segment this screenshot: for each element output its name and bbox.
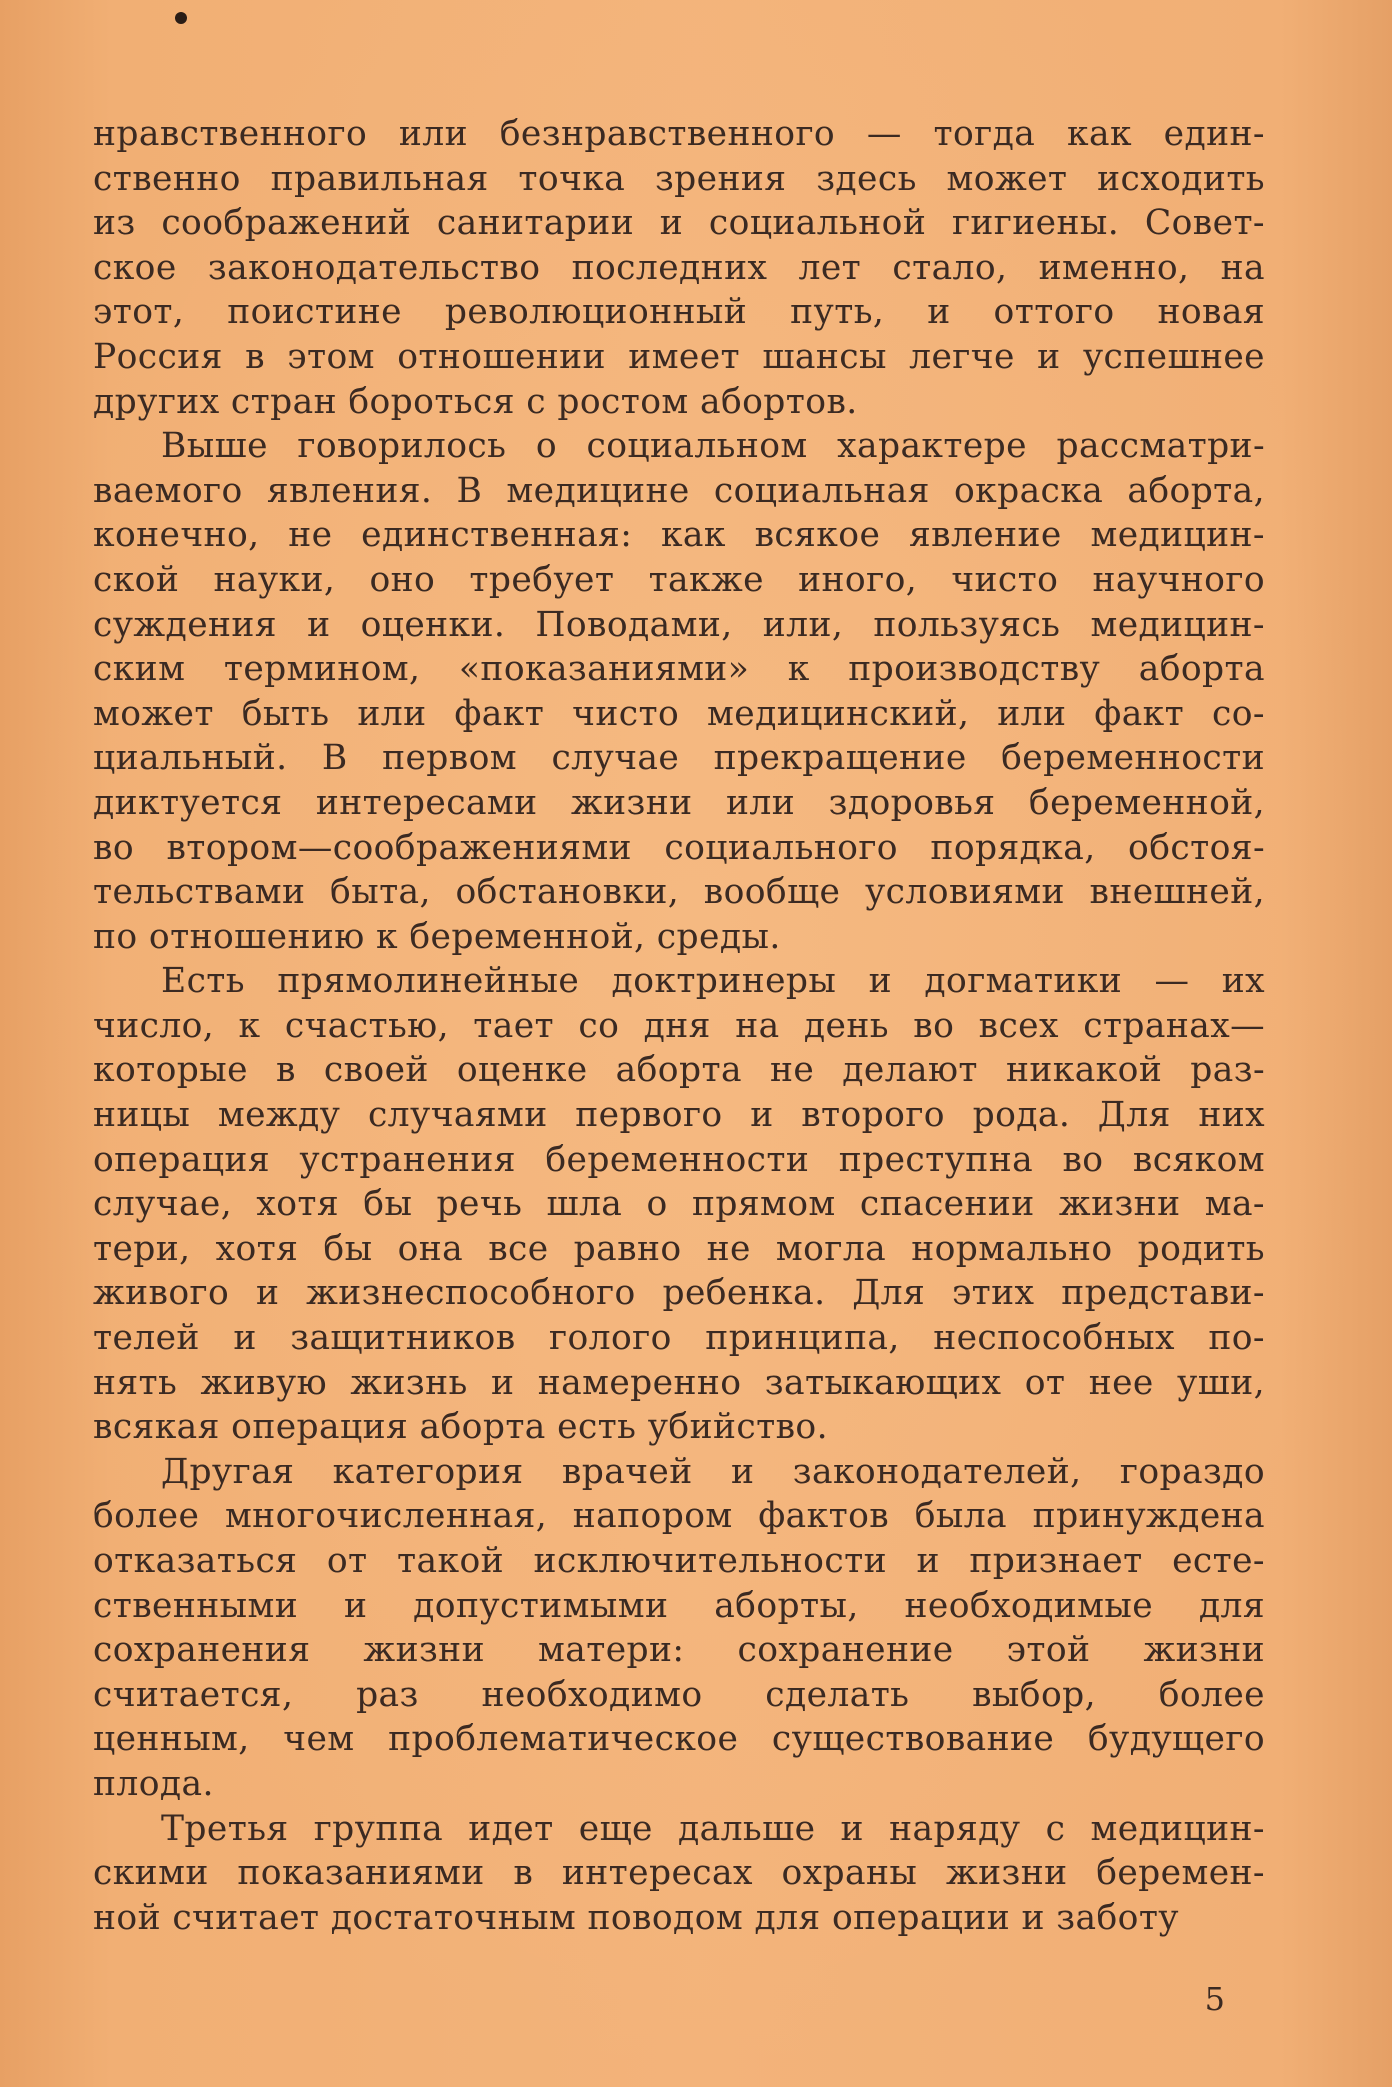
text-line: отказаться от такой исключительности и признает есте- [93,1541,1265,1581]
text-line: может быть или факт чисто медицинский, или факт со- [93,693,1265,734]
text-line: тери, хотя бы она все равно не могла нормально родить [93,1228,1265,1269]
text-line: этот, поистине революционный путь, и оттого новая [93,292,1265,333]
text-line: во втором—соображениями социального порядка, обстоя- [93,827,1265,868]
text-line: ским термином, «показаниями» к производству аборта [93,649,1265,690]
text-line: ценным, чем проблематическое существование будущего [93,1719,1265,1760]
page-number: 5 [1204,1980,1225,2018]
text-line: ницы между случаями первого и второго рода. Для них [93,1095,1265,1136]
paragraph [93,959,1265,1450]
text-line: считается, раз необходимо сделать выбор, более [93,1674,1265,1715]
text-line: ской науки, оно требует также иного, чисто научного [93,559,1265,600]
text-line: операция устранения беременности преступна во всяком [93,1139,1265,1180]
text-line: живого и жизнеспособного ребенка. Для этих представи- [93,1273,1265,1314]
text-line: случае, хотя бы речь шла о прямом спасении жизни ма- [93,1184,1265,1225]
ink-speck [175,12,187,24]
body-text [93,112,1265,1940]
text-line: всякая операция аборта есть убийство. [93,1407,828,1448]
text-line: ной считает достаточным поводом для операции и заботу [93,1897,1179,1938]
paragraph [93,1807,1265,1941]
paragraph [93,112,1265,424]
text-line: ваемого явления. В медицине социальная окраска аборта, [93,470,1265,511]
text-line: циальный. В первом случае прекращение беременности [93,738,1265,779]
text-line: суждения и оценки. Поводами, или, пользуясь медицин- [93,604,1265,645]
text-line: ственно правильная точка зрения здесь может исходить [93,158,1265,199]
text-line: Третья группа идет еще дальше и наряду с медицин- [161,1808,1265,1849]
text-line: диктуется интересами жизни или здоровья беременной, [93,782,1265,823]
text-line: ское законодательство последних лет стало, именно, на [93,247,1265,288]
text-line: телей и защитников голого принципа, неспособных по- [93,1318,1265,1359]
text-line: которые в своей оценке аборта не делают никакой раз- [93,1050,1265,1091]
text-line: по отношению к беременной, среды. [93,916,781,957]
paragraph [93,1450,1265,1807]
text-line: тельствами быта, обстановки, вообще условиями внешней, [93,872,1265,913]
text-line: Другая категория врачей и законодателей, гораздо [161,1451,1265,1492]
text-line: нять живую жизнь и намеренно затыкающих от нее уши, [93,1362,1265,1403]
text-line: более многочисленная, напором фактов была принуждена [93,1496,1265,1537]
text-line: ственными и допустимыми аборты, необходимые для [93,1585,1265,1626]
text-line: из соображений санитарии и социальной гигиены. Совет- [93,203,1265,244]
text-line: скими показаниями в интересах охраны жизни беремен- [93,1853,1265,1894]
text-line: нравственного или безнравственного — тогда как един- [93,114,1265,154]
text-line: конечно, не единственная: как всякое явление медицин- [93,515,1265,556]
text-line: Выше говорилось о социальном характере рассматри- [161,426,1265,467]
text-line: число, к счастью, тает со дня на день во всех странах— [93,1005,1265,1046]
text-line: Есть прямолинейные доктринеры и догматики — их [161,961,1265,1002]
text-line: других стран бороться с ростом абортов. [93,381,858,422]
text-line: Россия в этом отношении имеет шансы легче и успешнее [93,336,1265,377]
paragraph [93,424,1265,959]
text-line: плода. [93,1763,214,1804]
text-line: сохранения жизни матери: сохранение этой жизни [93,1630,1265,1671]
